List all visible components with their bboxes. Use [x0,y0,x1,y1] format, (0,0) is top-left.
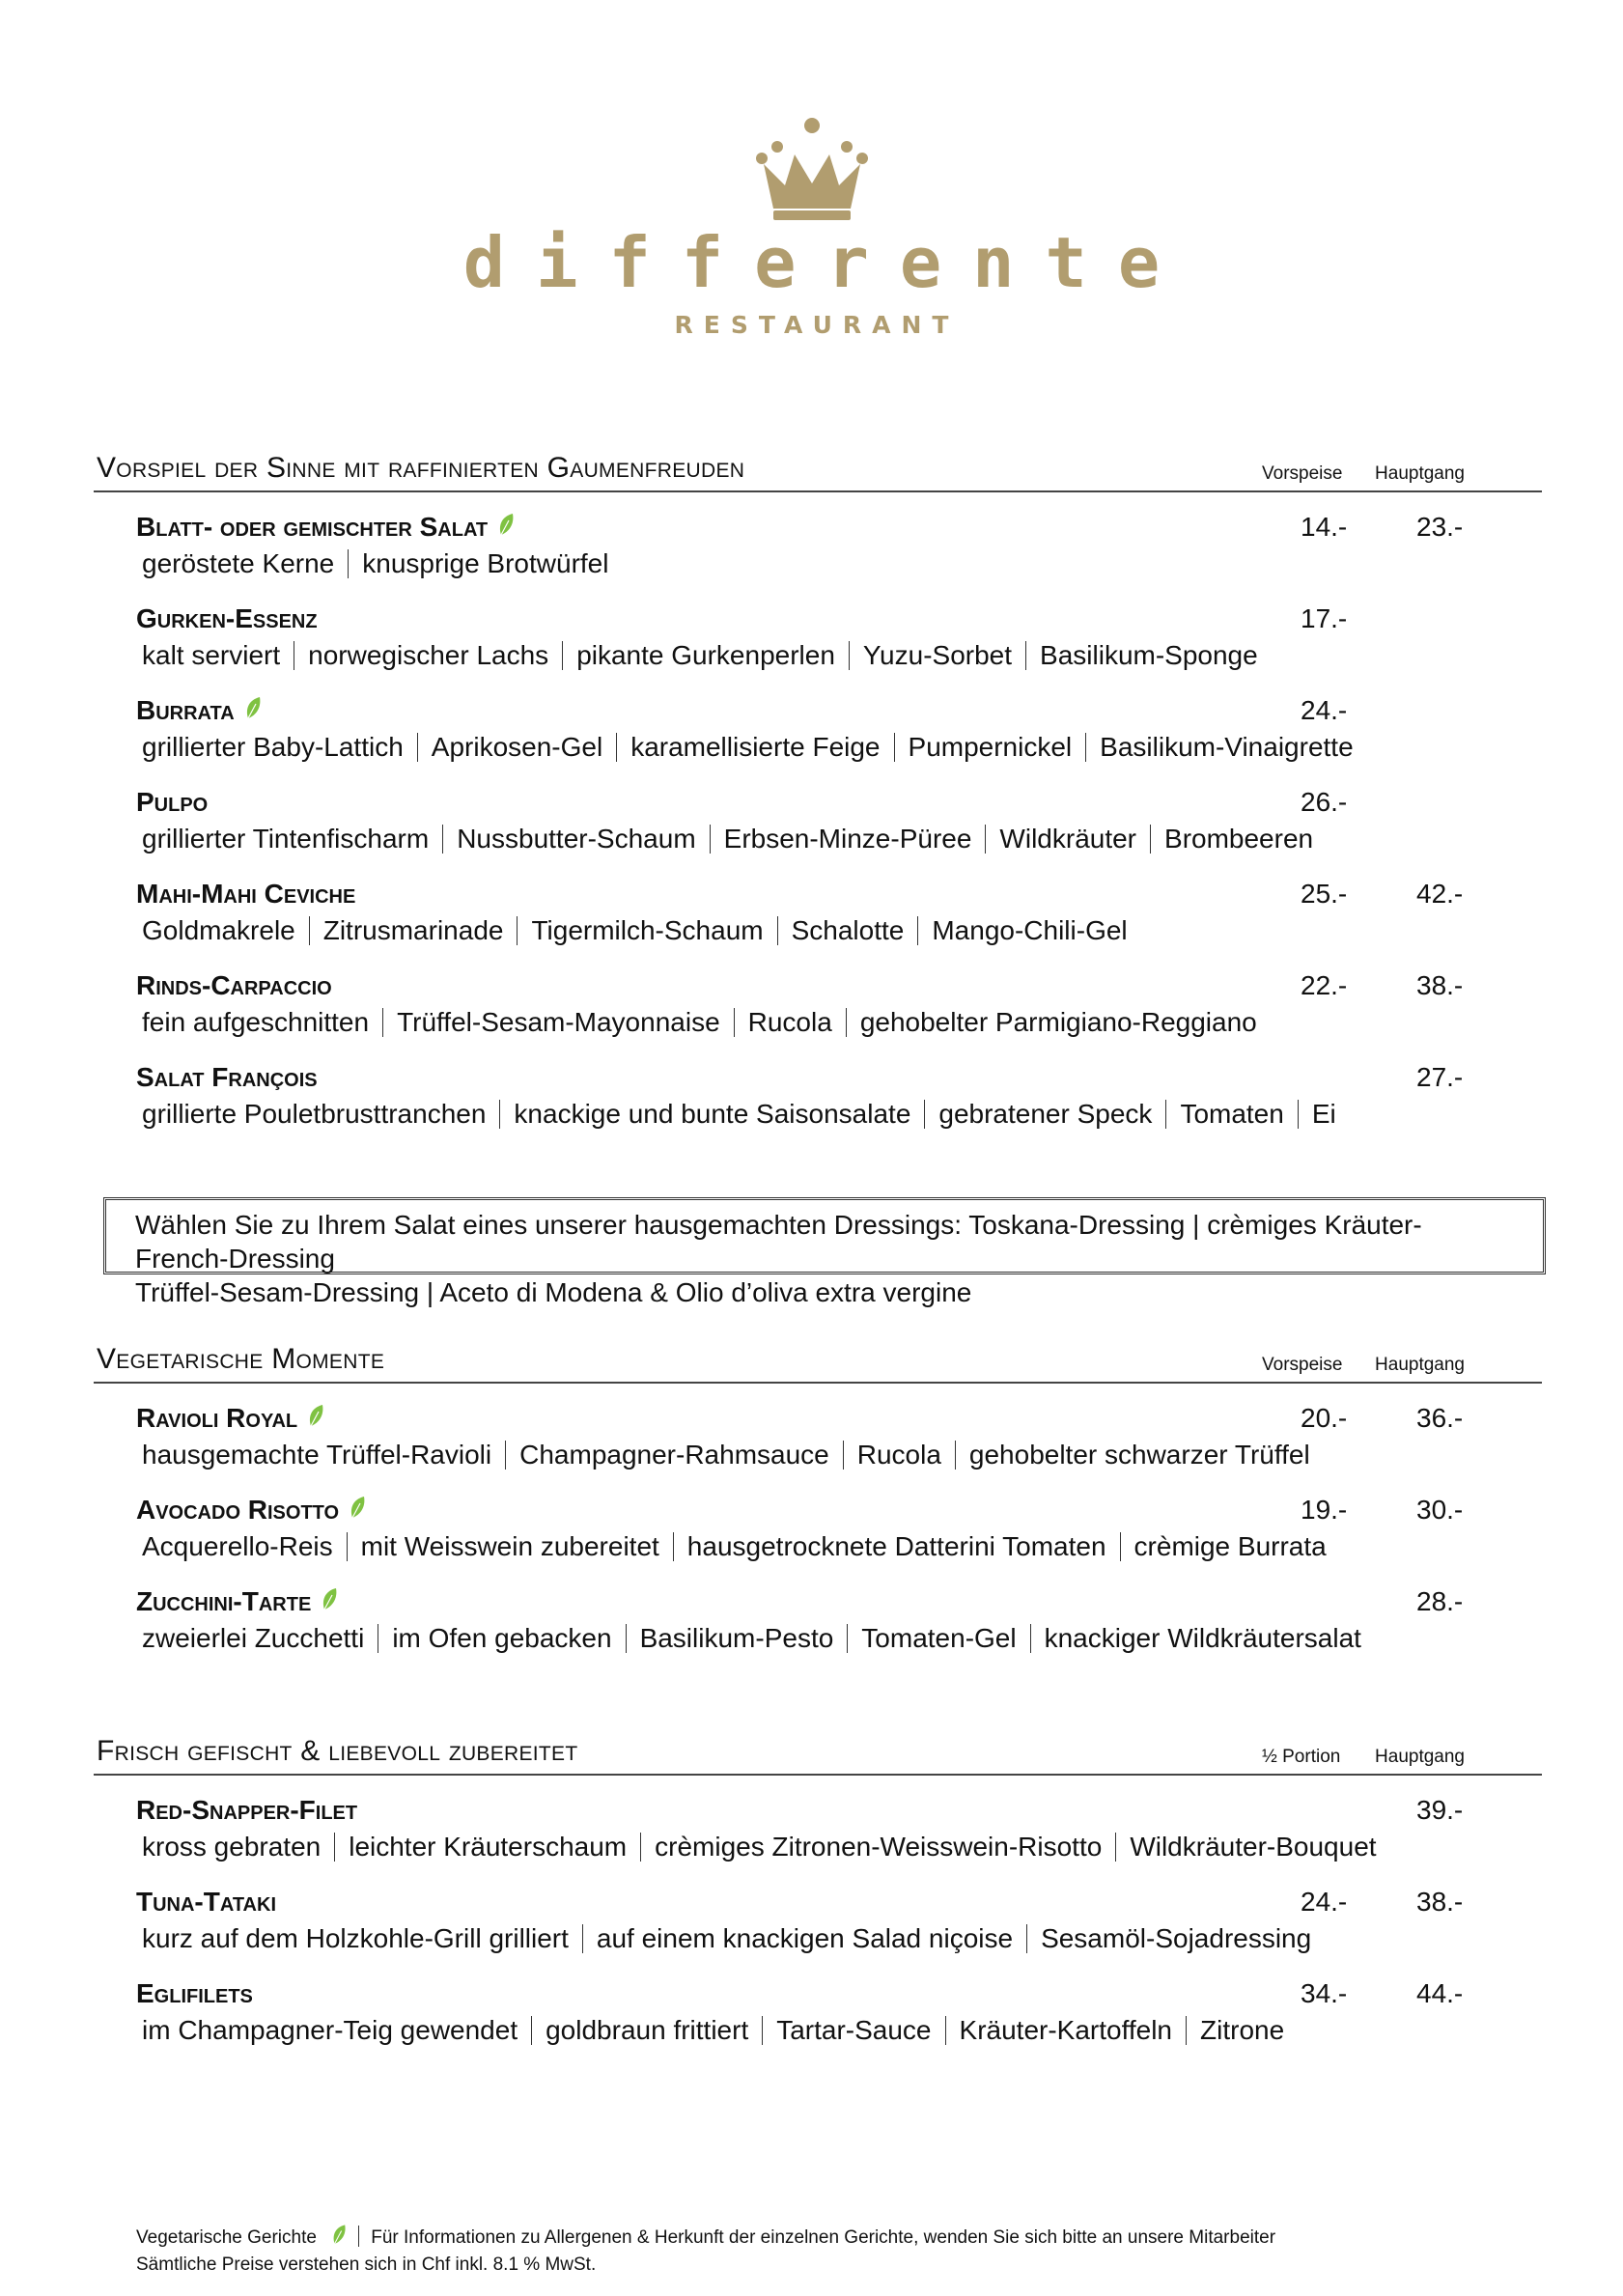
menu-item [94,1795,1542,1887]
price-starter: 25.- [1301,879,1348,909]
menu-item [94,1586,1542,1678]
allergen-note: Für Informationen zu Allergenen & Herkunft der einzelnen Gerichte, wenden Sie sich bitte an unsere Mitarbeiter [371,2227,1276,2248]
description-part: Zitrusmarinade [322,915,504,945]
column-header-main: Hauptgang [1375,1355,1465,1375]
dish-name [136,512,515,543]
description-part: Wildkräuter [999,824,1137,854]
price-starter: 26.- [1301,787,1348,817]
description-part: Goldmakrele [142,915,295,945]
section-title: Vegetarische Momente [97,1343,385,1375]
footer-line-1 [136,2224,1275,2252]
crown-icon [756,116,868,220]
separator [1025,641,1026,670]
price-starter: 17.- [1301,603,1348,633]
section-header [94,1737,1542,1776]
dish-name [136,695,262,726]
vegetarian-legend: Vegetarische Gerichte [136,2227,317,2248]
description-part: pikante Gurkenperlen [576,640,835,670]
menu-item [94,603,1542,695]
separator [531,2016,532,2045]
price-note: Sämtliche Preise verstehen sich in Chf inkl. 8.1 % MwSt. [136,2254,597,2275]
dish-name-text: Avocado Risotto [136,1495,340,1525]
separator [347,1532,348,1561]
description-part: Erbsen-Minze-Püree [723,824,972,854]
separator [517,916,518,945]
separator [762,2016,763,2045]
dish-name [136,1586,338,1617]
description-part: Mango-Chili-Gel [932,915,1128,945]
separator [734,1008,735,1037]
description-part: auf einem knackigen Salad niçoise [596,1923,1014,1953]
description-part: Rucola [856,1440,941,1470]
separator [640,1833,641,1862]
price-main: 38.- [1416,970,1464,1000]
description-part: geröstete Kerne [142,548,335,578]
leaf-icon [244,696,262,721]
separator [894,733,895,762]
price-starter: 24.- [1301,695,1348,725]
description-part: Zitrone [1200,2015,1285,2045]
description-part: hausgemachte Trüffel-Ravioli [142,1440,492,1470]
separator [417,733,418,762]
dressing-line-1: Wählen Sie zu Ihrem Salat eines unserer hausgemachten Dressings: Toskana-Dressing | crèmiges Kräuter-French-Dressing [135,1210,1422,1274]
section-fish [94,1737,1542,2070]
separator [1026,1924,1027,1953]
separator [673,1532,674,1561]
separator [710,825,711,854]
description-part: Basilikum-Sponge [1040,640,1258,670]
dish-name [136,1062,318,1093]
description-part: kalt serviert [142,640,281,670]
dish-description [142,824,1313,854]
description-part: Trüffel-Sesam-Mayonnaise [397,1007,720,1037]
description-part: grillierter Tintenfischarm [142,824,430,854]
dish-name [136,1795,357,1826]
description-part: Wildkräuter-Bouquet [1130,1832,1377,1862]
separator [777,916,778,945]
menu-item [94,1403,1542,1495]
menu-item [94,1495,1542,1586]
separator [843,1441,844,1470]
separator [1030,1624,1031,1653]
separator [382,1008,383,1037]
restaurant-logo [0,116,1623,339]
price-main: 38.- [1416,1887,1464,1917]
section-vegetarian [94,1345,1542,1678]
logo-subtitle: RESTAURANT [674,311,960,339]
logo-wordmark: differente [462,222,1191,303]
description-part: leichter Kräuterschaum [349,1832,628,1862]
dish-name-text: Burrata [136,695,235,725]
price-main: 36.- [1416,1403,1464,1433]
separator [1115,1833,1116,1862]
dish-name [136,603,318,634]
price-main: 23.- [1416,512,1464,542]
price-main: 28.- [1416,1586,1464,1616]
price-starter: 14.- [1301,512,1348,542]
description-part: Nussbutter-Schaum [457,824,696,854]
separator [1085,733,1086,762]
menu-item [94,512,1542,603]
price-main: 42.- [1416,879,1464,909]
dish-description [142,2015,1284,2046]
description-part: goldbraun frittiert [546,2015,749,2045]
price-starter: 24.- [1301,1887,1348,1917]
separator [955,1441,956,1470]
description-part: Kräuter-Kartoffeln [959,2015,1173,2045]
description-part: norwegischer Lachs [308,640,549,670]
description-part: gehobelter schwarzer Trüffel [968,1440,1310,1470]
description-part: Tomaten [1180,1099,1284,1129]
dish-name-text: Tuna-Tataki [136,1887,276,1917]
dish-name [136,879,355,910]
description-part: zweierlei Zucchetti [142,1623,365,1653]
section-header [94,454,1542,492]
description-part: crèmige Burrata [1133,1531,1327,1561]
dish-name-text: Gurken-Essenz [136,603,318,633]
description-part: Aprikosen-Gel [431,732,603,762]
description-part: grillierter Baby-Lattich [142,732,404,762]
separator [945,2016,946,2045]
separator [505,1441,506,1470]
description-part: Pumpernickel [908,732,1073,762]
section-starters [94,454,1542,1154]
dish-name-text: Pulpo [136,787,209,817]
dish-name [136,1887,276,1918]
column-header-main: Hauptgang [1375,1747,1465,1767]
separator [849,641,850,670]
separator [616,733,617,762]
description-part: im Champagner-Teig gewendet [142,2015,518,2045]
dish-description [142,640,1258,671]
description-part: Brombeeren [1164,824,1314,854]
price-starter: 20.- [1301,1403,1348,1433]
leaf-icon [307,1404,324,1429]
leaf-icon [349,1496,366,1521]
dish-name [136,1495,366,1526]
description-part: Tartar-Sauce [776,2015,932,2045]
description-part: knackiger Wildkräutersalat [1044,1623,1361,1653]
description-part: Acquerello-Reis [142,1531,333,1561]
dish-name-text: Ravioli Royal [136,1403,298,1433]
column-header-main: Hauptgang [1375,463,1465,484]
separator [562,641,563,670]
dish-name-text: Rinds-Carpaccio [136,970,332,1000]
description-part: Schalotte [791,915,905,945]
dish-description [142,548,608,579]
menu-item [94,787,1542,879]
footer [136,2224,1275,2279]
separator [309,916,310,945]
dish-name [136,787,208,818]
description-part: gebratener Speck [938,1099,1153,1129]
separator [1186,2016,1187,2045]
description-part: karamellisierte Feige [630,732,881,762]
column-header-starter: Vorspeise [1262,463,1343,484]
dish-name-text: Blatt- oder gemischter Salat [136,512,489,542]
dish-name-text: Mahi-Mahi Ceviche [136,879,356,909]
description-part: grillierte Pouletbrusttranchen [142,1099,487,1129]
description-part: Sesamöl-Sojadressing [1041,1923,1312,1953]
dish-name-text: Zucchini-Tarte [136,1586,312,1616]
description-part: Tomaten-Gel [861,1623,1017,1653]
price-main: 27.- [1416,1062,1464,1092]
dish-description [142,915,1128,946]
separator [846,1008,847,1037]
section-title: Frisch gefischt & liebevoll zubereitet [97,1735,578,1767]
price-main: 30.- [1416,1495,1464,1525]
column-header-starter: Vorspeise [1262,1355,1343,1375]
menu-item [94,1978,1542,2070]
dish-description [142,1007,1257,1038]
description-part: knackige und bunte Saisonsalate [514,1099,911,1129]
separator [924,1100,925,1129]
section-title: Vorspiel der Sinne mit raffinierten Gaumenfreuden [97,452,745,484]
description-part: mit Weisswein zubereitet [360,1531,659,1561]
separator [1298,1100,1299,1129]
price-starter: 19.- [1301,1495,1348,1525]
dish-description [142,1623,1361,1654]
separator [582,1924,583,1953]
dressing-info-box [103,1197,1546,1307]
description-part: kurz auf dem Holzkohle-Grill grilliert [142,1923,569,1953]
dish-description [142,1531,1327,1562]
separator [348,549,349,578]
dish-name-text: Salat François [136,1062,318,1092]
section-header [94,1345,1542,1384]
separator [1150,825,1151,854]
description-part: knusprige Brotwürfel [362,548,609,578]
description-part: hausgetrocknete Datterini Tomaten [686,1531,1106,1561]
dish-description [142,1440,1310,1470]
leaf-icon [331,2224,347,2247]
dish-name-text: Eglifilets [136,1978,253,2008]
description-part: Yuzu-Sorbet [862,640,1013,670]
description-part: crèmiges Zitronen-Weisswein-Risotto [655,1832,1103,1862]
dish-name [136,1978,253,2009]
menu-item [94,1062,1542,1154]
description-part: gehobelter Parmigiano-Reggiano [859,1007,1257,1037]
dressing-line-2: Trüffel-Sesam-Dressing | Aceto di Modena & Olio d’oliva extra vergine [135,1277,972,1307]
description-part: kross gebraten [142,1832,322,1862]
menu-item [94,695,1542,787]
price-main: 39.- [1416,1795,1464,1825]
price-starter: 34.- [1301,1978,1348,2008]
menu-items [94,1384,1542,1678]
dish-name [136,970,332,1001]
menu-items [94,1776,1542,2070]
description-part: Tigermilch-Schaum [531,915,764,945]
separator [985,825,986,854]
menu-item [94,1887,1542,1978]
dish-description [142,1099,1336,1130]
separator [626,1624,627,1653]
separator [499,1100,500,1129]
separator [334,1833,335,1862]
price-starter: 22.- [1301,970,1348,1000]
leaf-icon [497,513,515,538]
price-main: 44.- [1416,1978,1464,2008]
separator [442,825,443,854]
separator [1120,1532,1121,1561]
separator [917,916,918,945]
description-part: Basilikum-Pesto [639,1623,834,1653]
leaf-icon [321,1587,338,1612]
dish-description [142,1832,1377,1862]
description-part: Champagner-Rahmsauce [519,1440,829,1470]
separator [1165,1100,1166,1129]
description-part: im Ofen gebacken [392,1623,612,1653]
description-part: Ei [1311,1099,1336,1129]
column-header-half: ½ Portion [1262,1747,1341,1767]
dish-name-text: Red-Snapper-Filet [136,1795,358,1825]
description-part: Basilikum-Vinaigrette [1100,732,1354,762]
separator [847,1624,848,1653]
menu-items [94,492,1542,1154]
dish-name [136,1403,324,1434]
menu-item [94,970,1542,1062]
dish-description [142,1923,1311,1954]
menu-item [94,879,1542,970]
dish-description [142,732,1354,763]
description-part: Rucola [747,1007,832,1037]
description-part: fein aufgeschnitten [142,1007,370,1037]
